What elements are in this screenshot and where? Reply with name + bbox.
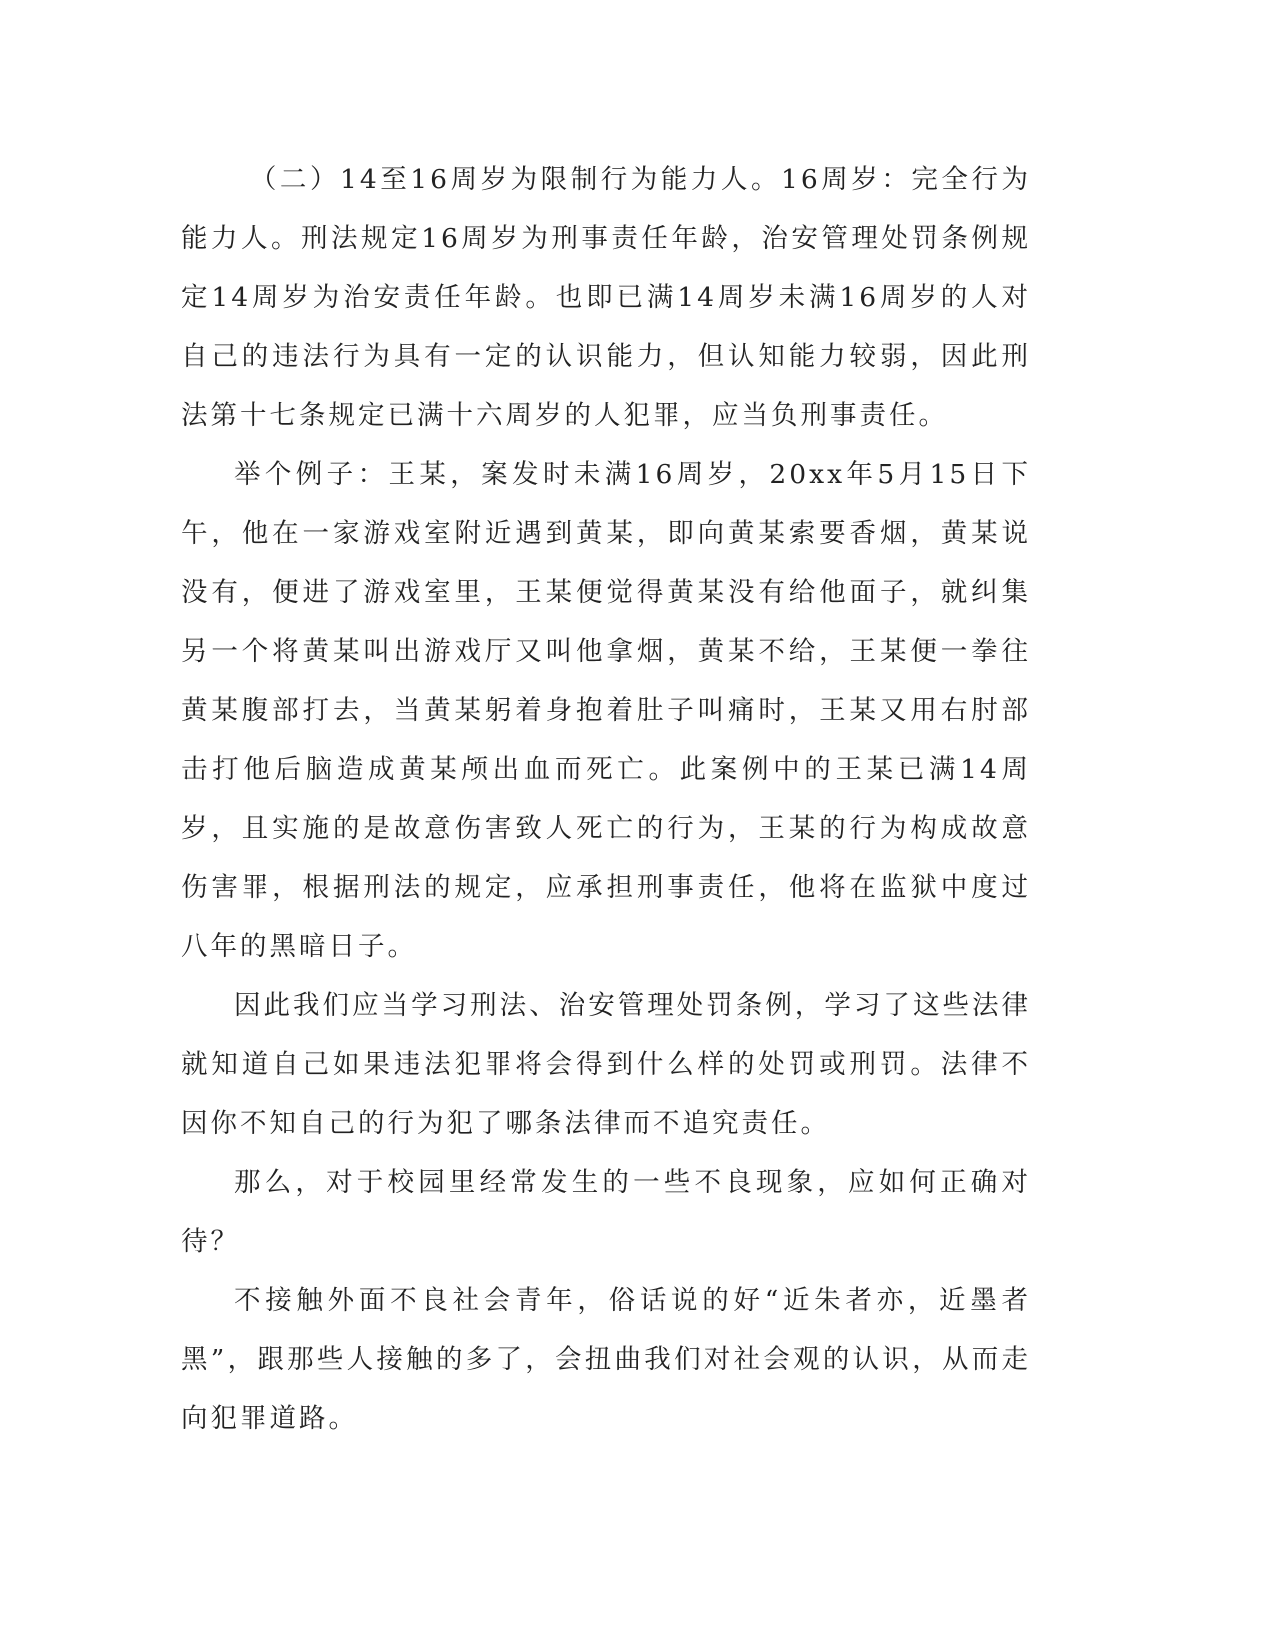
- paragraph-age-responsibility: （二）14至16周岁为限制行为能力人。16周岁：完全行为能力人。刑法规定16周岁为刑事责任年龄，治安管理处罚条例规定14周岁为治安责任年龄。也即已满14周岁未满16周岁的人对自己的违法行为具有一定的认识能力，但认知能力较弱，因此刑法第十七条规定已满十六周岁的人犯罪，应当负刑事责任。: [181, 164, 1031, 431]
- paragraph-learn-law: 因此我们应当学习刑法、治安管理处罚条例，学习了这些法律就知道自己如果违法犯罪将会得到什么样的处罚或刑罚。法律不因你不知自己的行为犯了哪条法律而不追究责任。: [181, 990, 1031, 1139]
- document-body: [181, 150, 1031, 1448]
- paragraph-campus-question: 那么，对于校园里经常发生的一些不良现象，应如何正确对待？: [181, 1167, 1031, 1257]
- paragraph-case-example: 举个例子：王某，案发时未满16周岁，20xx年5月15日下午，他在一家游戏室附近遇到黄某，即向黄某索要香烟，黄某说没有，便进了游戏室里，王某便觉得黄某没有给他面子，就纠集另一个将黄某叫出游戏厅又叫他拿烟，黄某不给，王某便一拳往黄某腹部打去，当黄某躬着身抱着肚子叫痛时，王某又用右肘部击打他后脑造成黄某颅出血而死亡。此案例中的王某已满14周岁，且实施的是故意伤害致人死亡的行为，王某的行为构成故意伤害罪，根据刑法的规定，应承担刑事责任，他将在监狱中度过八年的黑暗日子。: [181, 459, 1031, 962]
- paragraph-avoid-bad-influence: 不接触外面不良社会青年，俗话说的好“近朱者亦，近墨者黑”，跟那些人接触的多了，会扭曲我们对社会观的认识，从而走向犯罪道路。: [181, 1285, 1031, 1434]
